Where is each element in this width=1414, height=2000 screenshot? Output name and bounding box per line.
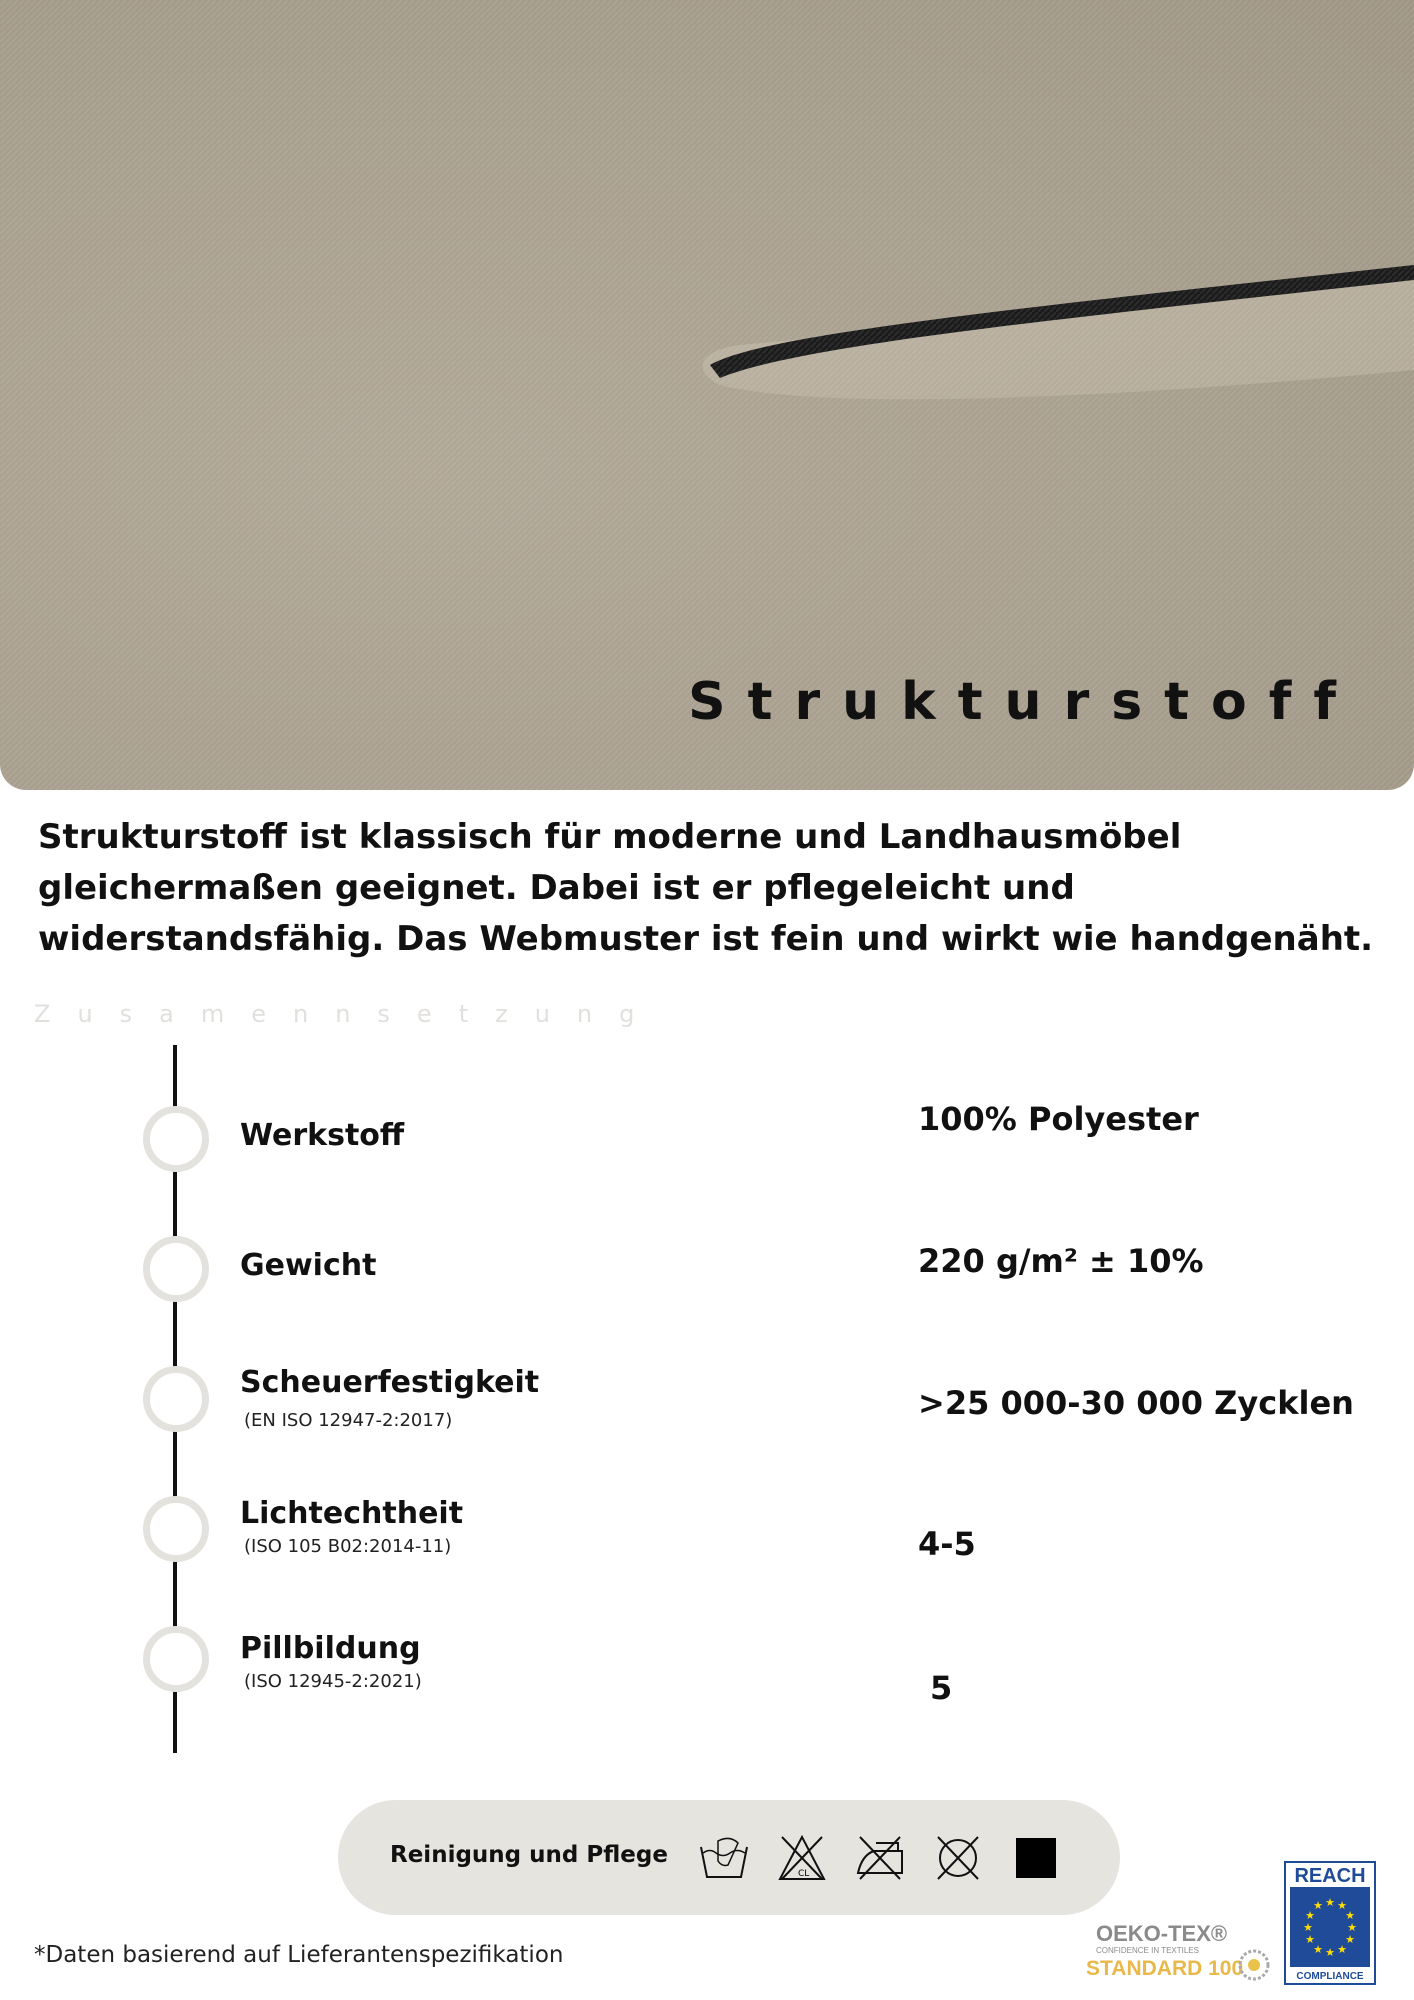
svg-text:REACH: REACH (1294, 1865, 1366, 1887)
spec-value: 100% Polyester (918, 1100, 1199, 1138)
svg-text:★: ★ (1303, 1921, 1313, 1934)
spec-value: 220 g/m² ± 10% (918, 1242, 1204, 1280)
svg-text:CONFIDENCE IN TEXTILES: CONFIDENCE IN TEXTILES (1096, 1946, 1199, 1955)
svg-text:STANDARD 100: STANDARD 100 (1086, 1957, 1244, 1980)
timeline-node (143, 1236, 209, 1302)
spec-norm: (ISO 12945-2:2021) (244, 1671, 422, 1692)
svg-text:★: ★ (1337, 1899, 1347, 1912)
page-title: Strukturstoff (688, 672, 1358, 732)
section-title: Zusamennsetzung (34, 1000, 662, 1028)
spec-value: 5 (930, 1669, 953, 1707)
svg-text:CL: CL (798, 1869, 810, 1879)
svg-text:★: ★ (1345, 1909, 1355, 1922)
oeko-tex-logo (1084, 1917, 1274, 1985)
no-dry-clean-icon (1010, 1833, 1062, 1883)
spec-label: Lichtechtheit (240, 1496, 464, 1531)
spec-norm: (EN ISO 12947-2:2017) (244, 1410, 453, 1431)
svg-text:★: ★ (1305, 1933, 1315, 1946)
timeline-node (143, 1496, 209, 1562)
svg-text:★: ★ (1313, 1943, 1323, 1956)
svg-text:COMPLIANCE: COMPLIANCE (1296, 1971, 1364, 1982)
intro-text: Strukturstoff ist klassisch für moderne und Landhausmöbel gleichermaßen geeignet. Dabei ist er pflegeleicht und widerstandsfähig. Das Webmuster ist fein und wirkt wie handgenäht. (38, 817, 1374, 959)
svg-text:★: ★ (1337, 1943, 1347, 1956)
care-panel (338, 1800, 1120, 1915)
timeline-node (143, 1106, 209, 1172)
svg-text:★: ★ (1325, 1896, 1335, 1909)
spec-label: Werkstoff (240, 1118, 405, 1153)
spec-norm: (ISO 105 B02:2014-11) (244, 1536, 452, 1557)
spec-value: >25 000-30 000 Zycklen (918, 1384, 1354, 1422)
footnote: *Daten basierend auf Lieferantenspezifikation (34, 1942, 564, 1968)
svg-text:★: ★ (1313, 1899, 1323, 1912)
care-label: Reinigung und Pflege (390, 1842, 668, 1868)
spec-label: Pillbildung (240, 1631, 421, 1666)
spec-label: Scheuerfestigkeit (240, 1365, 540, 1400)
timeline-node (143, 1626, 209, 1692)
no-iron-icon (854, 1833, 906, 1883)
svg-text:OEKO-TEX®: OEKO-TEX® (1096, 1921, 1228, 1946)
reach-compliance-logo (1284, 1861, 1376, 1985)
hand-wash-icon (698, 1833, 750, 1883)
spec-value: 4-5 (918, 1525, 976, 1563)
spec-label: Gewicht (240, 1248, 377, 1283)
fabric-photo (0, 0, 1414, 790)
svg-text:★: ★ (1345, 1933, 1355, 1946)
no-tumble-dry-icon (932, 1833, 984, 1883)
timeline-node (143, 1366, 209, 1432)
svg-text:★: ★ (1347, 1921, 1357, 1934)
no-bleach-icon (776, 1833, 828, 1883)
svg-text:★: ★ (1305, 1909, 1315, 1922)
svg-text:★: ★ (1325, 1946, 1335, 1959)
